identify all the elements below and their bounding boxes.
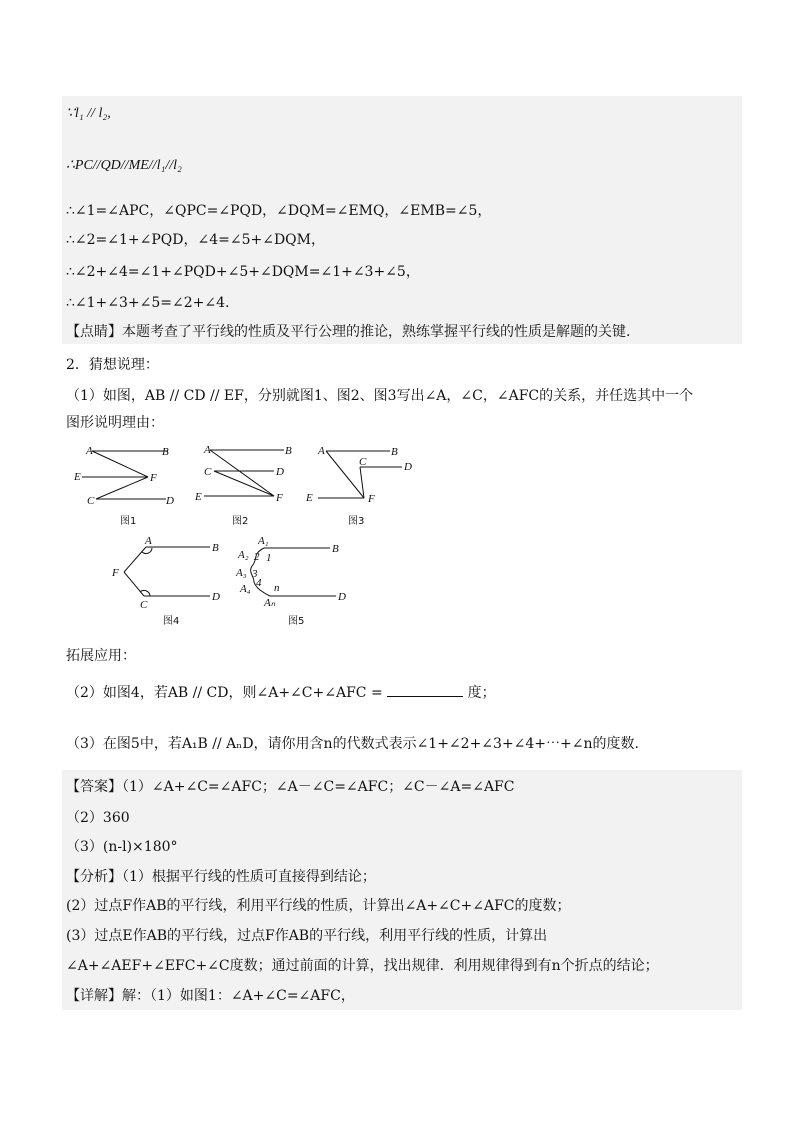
fig4-caption: 图4 (163, 616, 180, 627)
fig5-label-a1: A₁ (258, 535, 269, 547)
extension-heading: 拓展应用： (66, 648, 136, 664)
fig1-label-d: D (166, 495, 174, 507)
analysis-2: (2）过点F作AB的平行线，利用平行线的性质，计算出∠A+∠C+∠AFC的度数； (66, 898, 571, 914)
figure-3 (302, 438, 422, 530)
fig5-caption: 图5 (288, 616, 305, 627)
proof-line-3: ∴∠1=∠APC，∠QPC=∠PQD，∠DQM=∠EMQ，∠EMB=∠5， (66, 203, 492, 219)
fig4-label-d: D (212, 591, 220, 603)
fig2-label-c: C (204, 466, 212, 478)
proof-line-5: ∴∠2+∠4=∠1+∠PQD+∠5+∠DQM=∠1+∠3+∠5， (66, 264, 420, 280)
fig1-label-b: B (162, 446, 169, 458)
question-1-line-2: 图形说明理由： (66, 415, 164, 431)
detail-solution: 【详解】解：（1）如图1：∠A+∠C=∠AFC， (66, 988, 355, 1004)
fig3-label-e: E (306, 492, 313, 504)
fig1-caption: 图1 (120, 516, 137, 527)
fig5-label-angle-1: 1 (266, 552, 272, 564)
comment-note: 【点睛】本题考查了平行线的性质及平行公理的推论，熟练掌握平行线的性质是解题的关键. (66, 324, 631, 340)
problem-number: 2．猜想说理： (66, 357, 159, 373)
fig5-label-a4: A₄ (240, 583, 251, 595)
answer-part-1: 【答案】（1）∠A+∠C=∠AFC；∠A－∠C=∠AFC；∠C－∠A=∠AFC (66, 779, 515, 795)
figure-4 (106, 532, 236, 628)
fig3-label-d: D (404, 461, 412, 473)
analysis-3-line-2: ∠A+∠AEF+∠EFC+∠C度数；通过前面的计算，找出规律．利用规律得到有n个折点的结论； (66, 958, 659, 974)
fig4-label-f: F (112, 567, 119, 579)
figure-1 (68, 438, 188, 530)
fig2-label-e: E (195, 491, 202, 503)
proof-line-1: ∵l₁ // l₂, (66, 106, 111, 121)
fig2-caption: 图2 (232, 516, 249, 527)
proof-line-4: ∴∠2=∠1+∠PQD，∠4=∠5+∠DQM， (66, 232, 325, 248)
fig5-label-a2: A₂ (238, 549, 249, 561)
fig1-label-c: C (87, 495, 95, 507)
analysis-1: 【分析】（1）根据平行线的性质可直接得到结论； (66, 869, 376, 885)
fig2-label-b: B (285, 445, 292, 457)
fig1-label-e: E (74, 471, 81, 483)
question-3: （3）在图5中，若A₁B // AₙD，请你用含n的代数式表示∠1+∠2+∠3+∠4+⋯+∠n的度数. (66, 736, 639, 752)
answer-part-2: （2）360 (66, 810, 130, 826)
fig3-label-a: A (318, 445, 325, 457)
fig5-label-a3: A₃ (236, 567, 247, 579)
fig5-label-angle-3: 3 (252, 568, 258, 580)
answer-part-3: （3）(n-l)×180° (66, 839, 178, 855)
fig3-label-c: C (359, 456, 367, 468)
proof-line-6: ∴∠1+∠3+∠5=∠2+∠4. (66, 295, 230, 311)
fig3-label-f: F (368, 493, 375, 505)
fig3-caption: 图3 (348, 516, 365, 527)
fig2-label-d: D (276, 466, 284, 478)
fig4-label-c: C (140, 599, 148, 611)
fig5-label-angle-2: 2 (254, 551, 260, 563)
fig4-label-b: B (212, 542, 219, 554)
fig5-label-angle-4: 4 (256, 577, 262, 589)
fig1-label-a: A (86, 445, 93, 457)
fig3-label-b: B (391, 446, 398, 458)
question-2 (66, 682, 496, 703)
analysis-3-line-1: (3）过点E作AB的平行线，过点F作AB的平行线，利用平行线的性质，计算出 (66, 928, 548, 944)
answer-blank (387, 682, 463, 697)
proof-line-2: ∴PC//QD//ME//l₁//l₂ (66, 158, 182, 173)
fig2-label-a: A (204, 444, 211, 456)
fig5-label-an: Aₙ (264, 597, 276, 609)
fig5-label-angle-n: n (274, 582, 280, 594)
question-1-line-1: （1）如图，AB // CD // EF，分别就图1、图2、图3写出∠A，∠C，∠AFC的关系，并任选其中一个 (66, 388, 694, 404)
fig1-label-f: F (150, 472, 157, 484)
fig5-label-d: D (338, 591, 346, 603)
question-2-unit: 度； (467, 685, 496, 701)
fig5-label-b: B (332, 543, 339, 555)
fig2-label-f: F (276, 492, 283, 504)
question-2-text: （2）如图4，若AB // CD，则∠A+∠C+∠AFC = (66, 685, 383, 701)
figure-5 (230, 532, 360, 628)
figure-2 (194, 438, 304, 530)
fig4-label-a: A (145, 535, 152, 547)
